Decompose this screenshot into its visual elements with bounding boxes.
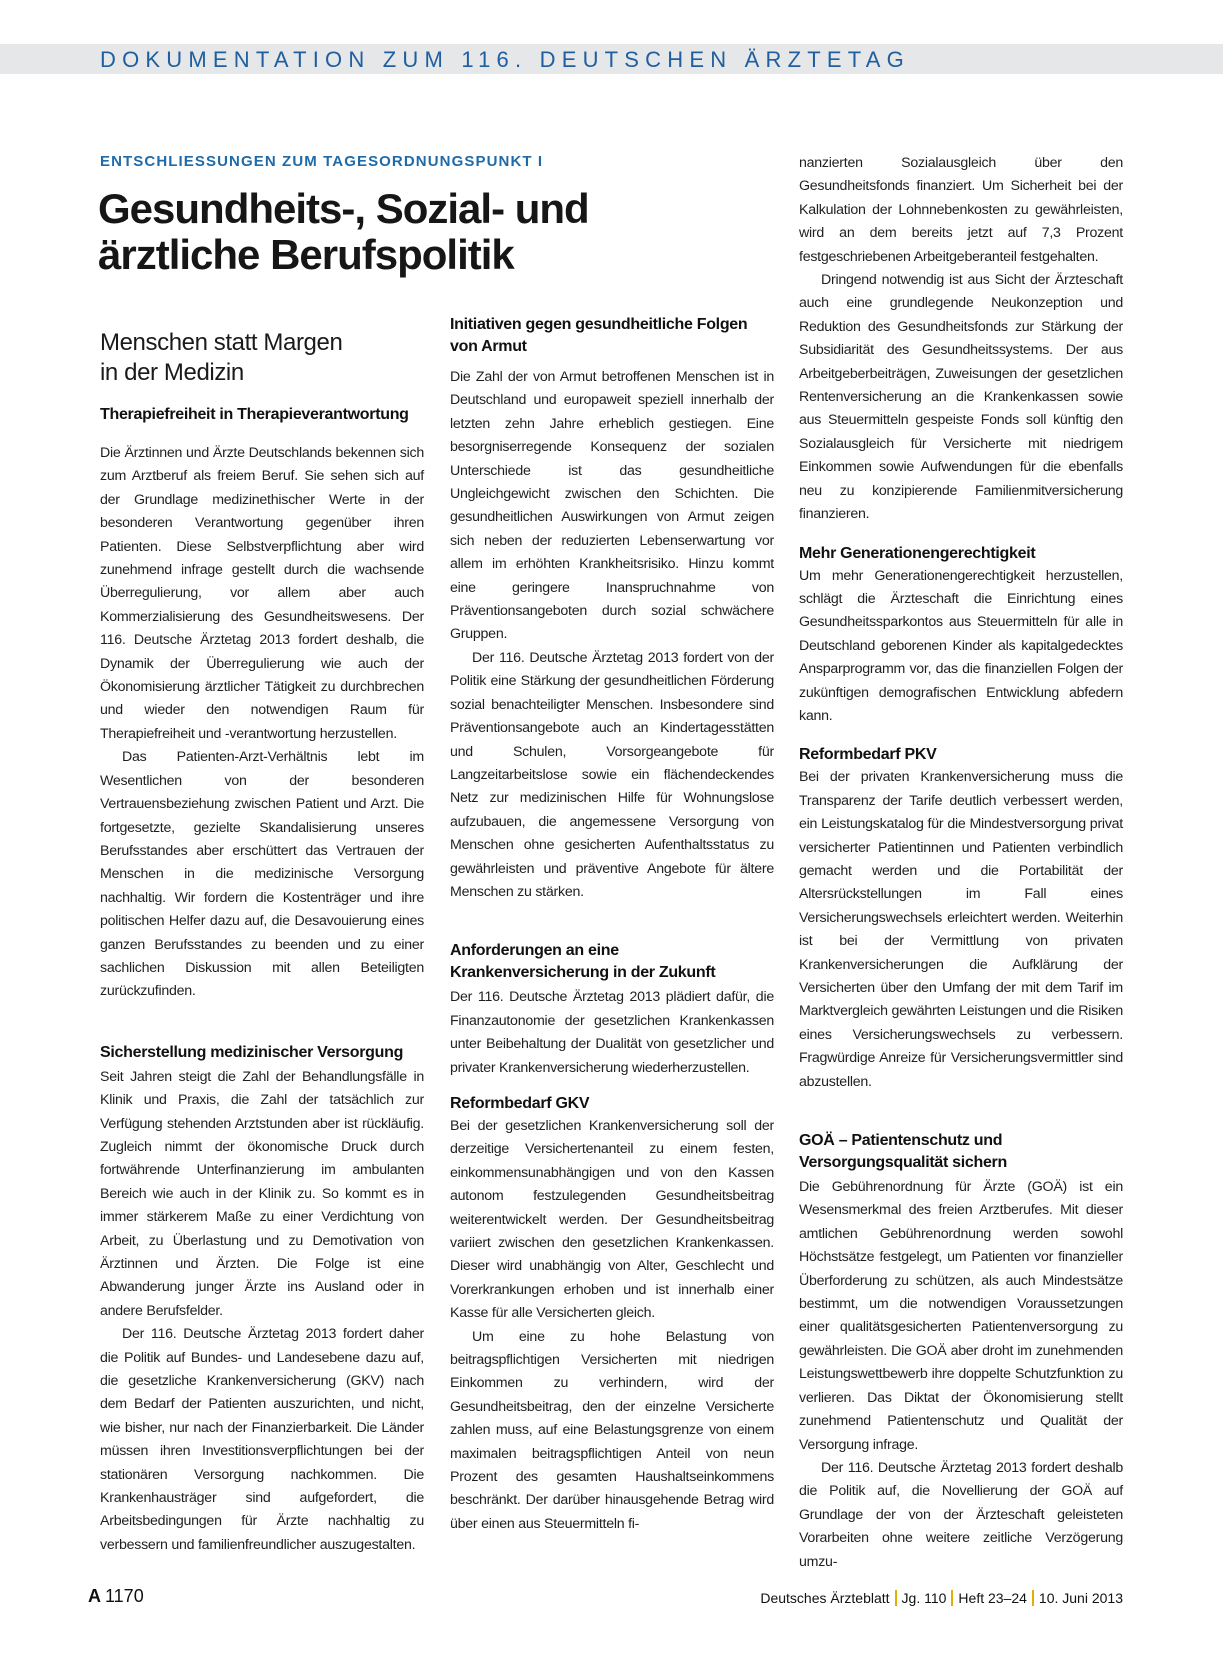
paragraph: Dringend notwendig ist aus Sicht der Ärzteschaft auch eine grundlegende Neukonzeption und Reduktion des Gesundheitsfonds zur Stärkung der Subsidiarität des Gesundheitssystems. Der aus Arbeitgeberbeiträgen, Zuweisungen der gesetzlichen Rentenversicherung an die Krankenkassen sowie aus Steuermitteln gespeiste Fonds soll künftig den Sozialausgleich für Versicherte mit niedrigem Einkommen sowie Aufwendungen für die ebenfalls neu zu konzipierende Familienmitversicherung finanzieren.: [799, 272, 1123, 523]
subheading-sicherstellung: Sicherstellung medizinischer Versorgung: [100, 1043, 404, 1061]
section-heading: Menschen statt Margen in der Medizin: [100, 329, 343, 386]
page-title: Gesundheits-, Sozial- und ärztliche Berufspolitik: [98, 185, 589, 278]
kicker: ENTSCHLIESSUNGEN ZUM TAGESORDNUNGSPUNKT I: [100, 153, 544, 170]
paragraph: Bei der gesetzlichen Krankenversicherung soll der derzeitige Versichertenanteil zu einem festen, einkommensunabhängigen und von den Kassen autonom festzulegenden Gesundheitsbeitrag weiterentwickelt werden. Der Gesundheitsbeitrag variiert zwischen den gesetzlichen Krankenkassen. Dieser wird unabhängig von Alter, Geschlecht und Vorerkrankungen erhoben und ist innerhalb einer Kasse für alle Versicherten gleich.: [450, 1117, 774, 1322]
column-3: [799, 152, 1123, 1574]
paragraph: Der 116. Deutsche Ärztetag 2013 fordert deshalb die Politik auf, die Novellierung der GOÄ auf Grundlage der von der Ärzteschaft geleisteten Vorarbeiten ohne weitere zeitliche Verzögerung umzu-: [799, 1459, 1123, 1570]
separator: [1032, 1590, 1034, 1606]
page-number: [88, 1586, 144, 1607]
separator: [951, 1590, 953, 1606]
section-banner: DOKUMENTATION ZUM 116. DEUTSCHEN ÄRZTETAG: [100, 47, 910, 72]
paragraph: Um eine zu hohe Belastung von beitragspflichtigen Versicherten mit niedrigen Einkommen zu verhindern, wird der Gesundheitsbeitrag, den der einzelne Versicherte zahlen muss, auf eine Belastungsgrenze von einem maximalen beitragspflichtigen Anteil von neun Prozent des gesamten Haushaltseinkommens beschränkt. Der darüber hinausgehende Betrag wird über einen aus Steuermitteln fi-: [450, 1328, 774, 1532]
subheading-reformbedarf-gkv: Reformbedarf GKV: [450, 1094, 590, 1112]
paragraph: Der 116. Deutsche Ärztetag 2013 fordert daher die Politik auf Bundes- und Landesebene dazu auf, die gesetzliche Krankenversicherung (GKV) nach dem Bedarf der Patienten auszurichten, und nicht, wie bisher, nur nach der Finanzierbarkeit. Die Länder müssen ihren Investitionsverpflichtungen bei der stationären Versorgung nachkommen. Die Krankenhausträger sind aufgefordert, die Arbeitsbedingungen für Ärzte nachhaltig zu verbessern und familienfreundlicher auszugestalten.: [100, 1326, 424, 1553]
page-prefix: A: [88, 1586, 101, 1606]
paragraph: Die Gebührenordnung für Ärzte (GOÄ) ist ein Wesensmerkmal des freien Arztberufes. Mit dieser amtlichen Gebührenordnung werden sowohl Höchstsätze festgelegt, um Patienten vor finanzieller Überforderung zu schützen, als auch Mindestsätze bestimmt, um die notwendigen Voraussetzungen einer qualitätsgesicherten Patientenversorgung zu gewährleisten. Die GOÄ aber droht im zunehmenden Leistungswettbewerb ihre doppelte Schutzfunktion zu verlieren. Das Diktat der Ökonomisierung stellt zunehmend Patientenschutz und Qualität der Versorgung infrage.: [799, 1179, 1123, 1453]
issue: Heft 23–24: [958, 1590, 1027, 1606]
paragraph: Die Ärztinnen und Ärzte Deutschlands bekennen sich zum Arztberuf als freiem Beruf. Sie sehen sich auf der Grundlage medizinethischer Werte in der besonderen Verantwortung gegenüber ihren Patienten. Diese Selbstverpflichtung aber wird zunehmend infrage gestellt durch die wachsende Überregulierung, vor allem aber auch Kommerzialisierung des Gesundheitswesens. Der 116. Deutsche Ärztetag 2013 fordert deshalb, die Dynamik der Überregulierung wie auch der Ökonomisierung ärztlicher Tätigkeit zu durchbrechen und wieder den notwendigen Raum für Therapiefreiheit und -verantwortung herzustellen.: [100, 445, 424, 742]
subheading-therapiefreiheit: Therapiefreiheit in Therapieverantwortung: [100, 406, 409, 423]
subheading-generationengerechtigkeit: Mehr Generationengerechtigkeit: [799, 544, 1036, 562]
journal-name: Deutsches Ärzteblatt: [760, 1590, 890, 1606]
volume: Jg. 110: [901, 1590, 947, 1606]
paragraph: Der 116. Deutsche Ärztetag 2013 fordert von der Politik eine Stärkung der gesundheitlichen Förderung sozial benachteiligter Menschen. Insbesondere sind Präventionsangebote auch an Kindertagesstätten und Schulen, Vorsorgeangebote für Langzeitarbeitslose sowie ein flächendeckendes Netz zur medizinischen Hilfe für Wohnungslose aufzubauen, die angemessene Versorgung von Menschen ohne gesicherten Aufenthaltsstatus zu gewährleisten und präventive Angebote für ältere Menschen zu stärken.: [450, 649, 774, 900]
paragraph: nanzierten Sozialausgleich über den Gesundheitsfonds finanziert. Um Sicherheit bei der Kalkulation der Lohnnebenkosten zu gewährleisten, wird an dem bereits jetzt auf 7,3 Prozent festgeschriebenen Arbeitgeberanteil festgehalten.: [799, 155, 1123, 265]
date: 10. Juni 2013: [1038, 1590, 1123, 1606]
page-number-value: 1170: [105, 1586, 144, 1606]
column-1: [100, 328, 424, 1557]
paragraph: Die Zahl der von Armut betroffenen Menschen ist in Deutschland und europaweit speziell innerhalb der letzten zehn Jahre erheblich gestiegen. Eine besorgniserregende Konsequenz der sozialen Unterschiede ist das gesundheitliche Ungleichgewicht zwischen den Schichten. Die gesundheitlichen Auswirkungen von Armut zeigen sich neben der reduzierten Lebenserwartung vor allem im erhöhten Krankheitsrisiko. Hinzu kommt eine geringere Inanspruchnahme von Präventionsangeboten durch sozial schwächere Gruppen.: [450, 369, 774, 643]
footer-citation: [760, 1590, 1123, 1606]
subheading-goae: GOÄ – Patientenschutz und Versorgungsqualität sichern: [799, 1132, 1007, 1172]
separator: [895, 1590, 897, 1606]
paragraph: Seit Jahren steigt die Zahl der Behandlungsfälle in Klinik und Praxis, die Zahl der tatsächlich zur Verfügung stehenden Arztstunden aber ist rückläufig. Zugleich nimmt der ökonomische Druck durch fortwährende Unterfinanzierung im ambulanten Bereich wie auch in der Klinik zu. So kommt es in immer stärkerem Maße zu einer Verdichtung von Arbeit, zu Überlastung und zu Demotivation von Ärztinnen und Ärzten. Die Folge ist eine Abwanderung junger Ärzte ins Ausland oder in andere Berufsfelder.: [100, 1068, 424, 1319]
subheading-krankenversicherung: Anforderungen an eine Krankenversicherung in der Zukunft: [450, 942, 716, 982]
paragraph: Der 116. Deutsche Ärztetag 2013 plädiert dafür, die Finanzautonomie der gesetzlichen Krankenkassen unter Beibehaltung der Dualität von gesetzlicher und privater Krankenversicherung wiederherzustellen.: [450, 989, 774, 1076]
paragraph: Bei der privaten Krankenversicherung muss die Transparenz der Tarife deutlich verbessert werden, ein Leistungskatalog für die Mindestversorgung privat versicherter Patientinnen und Patienten verbindlich gemacht werden und die Portabilität der Altersrückstellungen im Fall eines Versicherungswechsels erleichtert werden. Weiterhin ist bei der Vermittlung von privaten Krankenversicherungen die Aufklärung der Versicherten über den Umfang der mit dem Tarif im Marktvergleich gewährten Leistungen und die Risiken eines Versicherungswechsels zu verbessern. Fragwürdige Anreize für Versicherungsvermittler sind abzustellen.: [799, 769, 1124, 1090]
subheading-armut: Initiativen gegen gesundheitliche Folgen von Armut: [450, 316, 748, 355]
column-2: [450, 316, 774, 1536]
paragraph: Um mehr Generationengerechtigkeit herzustellen, schlägt die Ärzteschaft die Einrichtung eines Gesundheitssparkontos aus Steuermitteln für alle in Deutschland geborenen Kinder als kapitalgedecktes Ansparprogramm vor, das die finanziellen Folgen der zukünftigen demografischen Entwicklung abfedern kann.: [799, 567, 1123, 724]
subheading-reformbedarf-pkv: Reformbedarf PKV: [799, 746, 937, 764]
paragraph: Das Patienten-Arzt-Verhältnis lebt im Wesentlichen von der besonderen Vertrauensbeziehung zwischen Patient und Arzt. Die fortgesetzte, gezielte Skandalisierung unseres Berufsstandes aber erschüttert das Vertrauen der Menschen in die medizinische Versorgung nachhaltig. Wir fordern die Kostenträger und ihre politischen Helfer dazu auf, die Desavouierung eines ganzen Berufsstandes zu beenden und zu einer sachlichen Diskussion mit allen Beteiligten zurückzufinden.: [100, 749, 424, 1000]
